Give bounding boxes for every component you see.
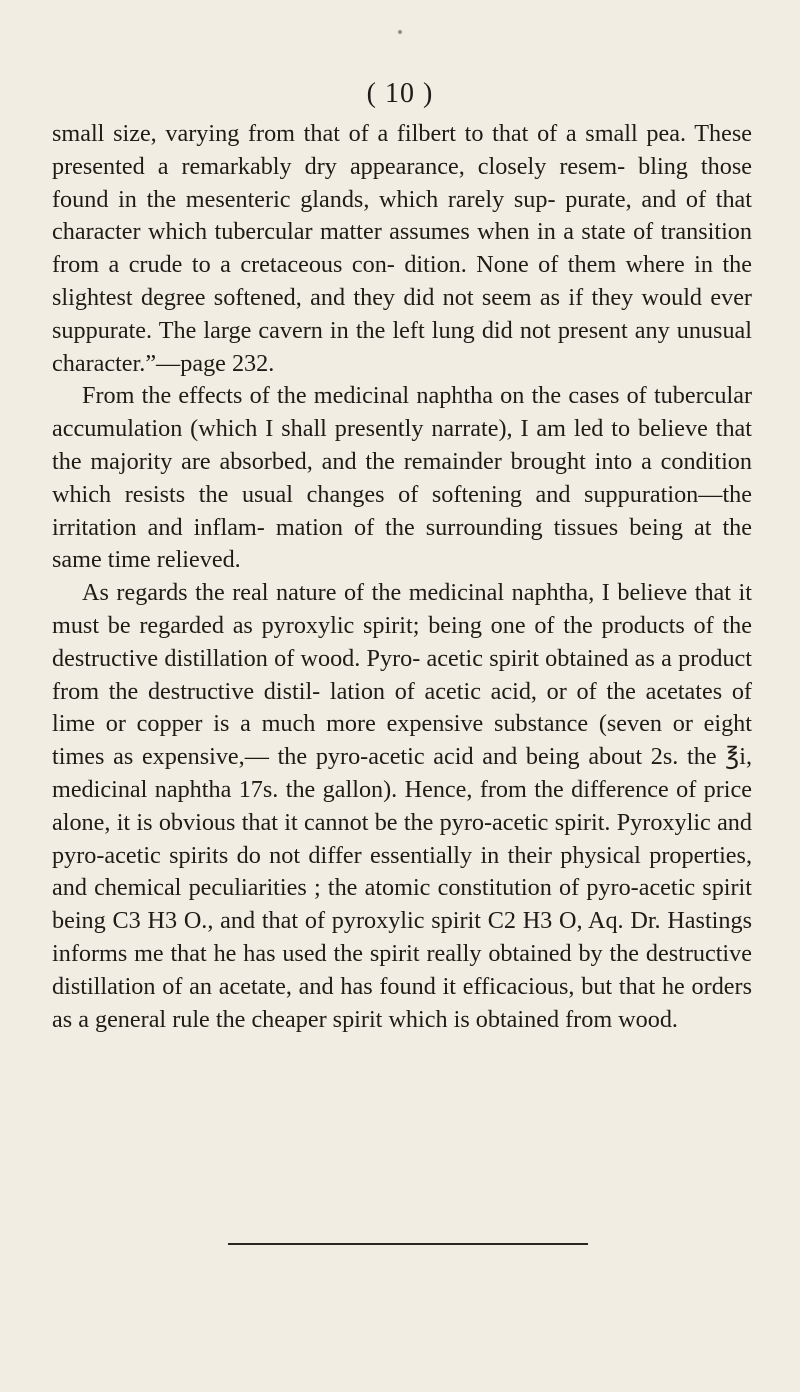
ink-speck [398, 30, 402, 34]
page-number: ( 10 ) [366, 78, 434, 109]
paragraph-nature-of-naphtha: As regards the real nature of the medicinal naphtha, I believe that it must be regarded as pyroxylic spirit; being one of the products of the destructive distillation of wood. Pyro- acetic spirit obtained as a product from the destructive distil- lation of acetic acid, or of the acetates of lime or copper is a much more expensive substance (seven or eight times as expensive,— the pyro-acetic acid and being about 2s. the ℥i, medicinal naphtha 17s. the gallon). Hence, from the difference of price alone, it is obvious that it cannot be the pyro-acetic spirit. Pyroxylic and pyro-acetic spirits do not differ essentially in their physical properties, and chemical peculiarities ; the atomic constitution of pyro-acetic spirit being C3 H3 O., and that of pyroxylic spirit C2 H3 O, Aq. Dr. Hastings informs me that he has used the spirit really obtained by the destructive distillation of an acetate, and has found it efficacious, but that he orders as a general rule the cheaper spirit which is obtained from wood. [52, 579, 752, 1033]
body-text [52, 118, 752, 1036]
paragraph-continuation: small size, varying from that of a filbert to that of a small pea. These presented a remarkably dry appearance, closely resem- bling those found in the mesenteric glands, which rarely sup- purate, and of that character which tubercular matter assumes when in a state of transition from a crude to a cretaceous con- dition. None of them where in the slightest degree softened, and they did not seem as if they would ever suppurate. The large cavern in the left lung did not present any unusual character.”—page 232. [52, 120, 752, 377]
section-divider [228, 1243, 588, 1245]
paragraph-effects-of-naphtha: From the effects of the medicinal naphtha on the cases of tubercular accumulation (which I shall presently narrate), I am led to believe that the majority are absorbed, and the remainder brought into a condition which resists the usual changes of softening and suppuration—the irritation and inflam- mation of the surrounding tissues being at the same time relieved. [52, 382, 752, 574]
